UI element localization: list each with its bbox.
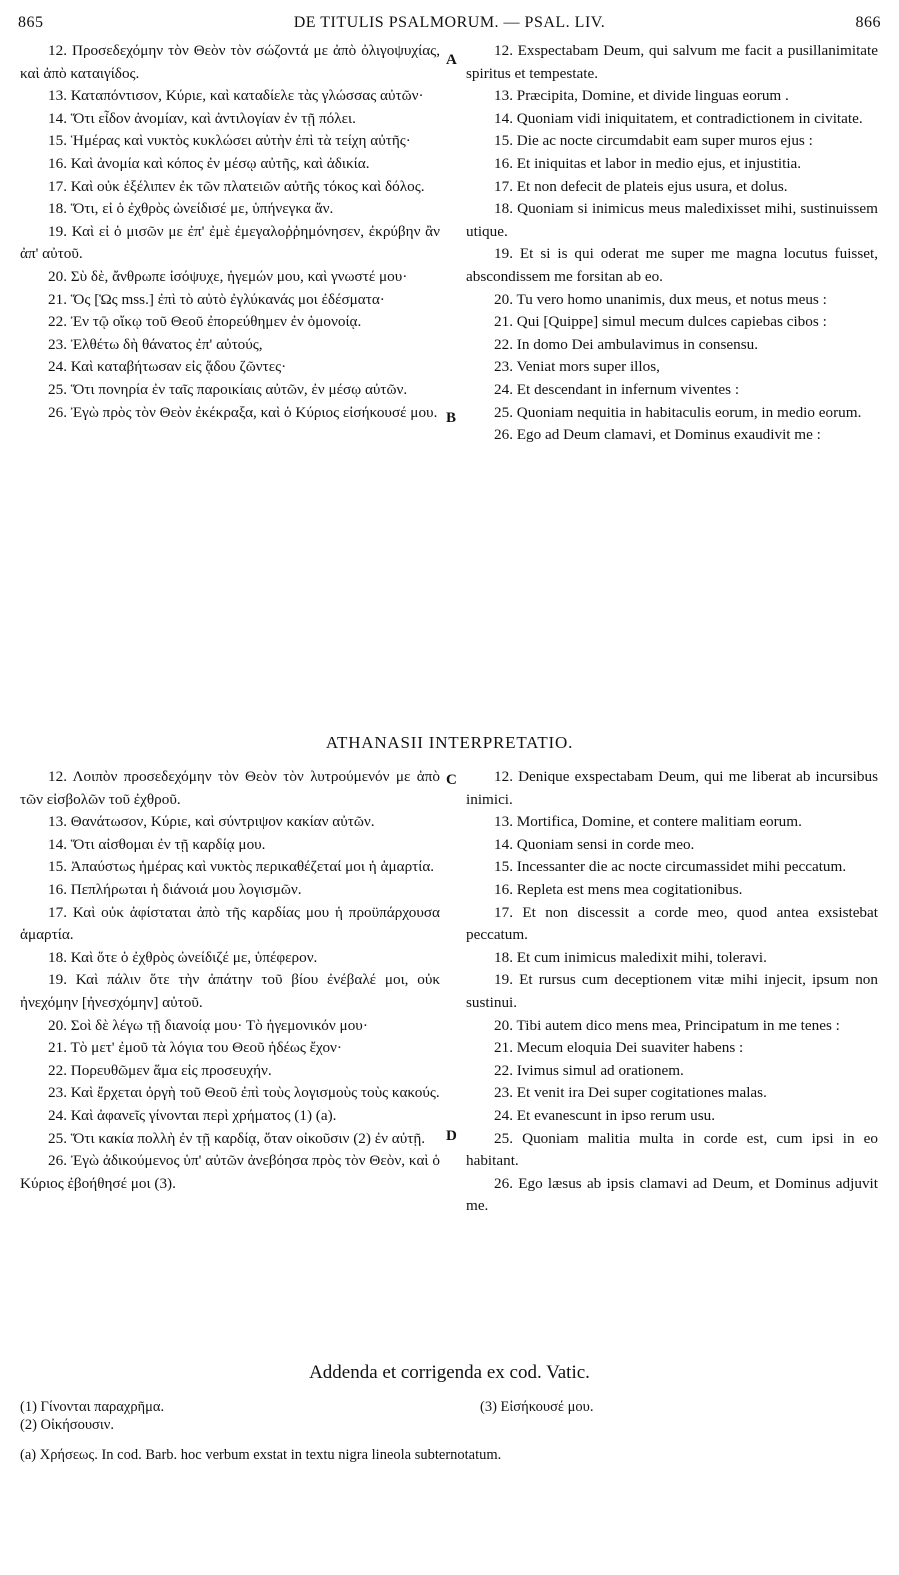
verse: 20. Σοὶ δὲ λέγω τῇ διανοίᾳ μου· Τὸ ἡγεμονικόν μου·	[48, 1016, 368, 1034]
verse: 21. Qui [Quippe] simul mecum dulces capiebas cibos :	[494, 313, 827, 331]
verse: 17. Καὶ οὐκ ἐξέλιπεν ἐκ τῶν πλατειῶν αὐτῆς τόκος καὶ δόλος.	[48, 177, 425, 195]
verse: 23. Et venit ira Dei super cogitationes malas.	[494, 1084, 767, 1102]
verse: 15. Ἡμέρας καὶ νυκτὸς κυκλώσει αὐτὴν ἐπὶ τὰ τείχη αὐτῆς·	[48, 132, 411, 150]
verse: 15. Ἀπαύστως ἡμέρας καὶ νυκτὸς περικαθέζεταί μοι ἡ ἁμαρτία.	[48, 858, 435, 876]
verse: 19. Et si is qui oderat me super me magna locutus fuisset, abscondissem me forsitan ab eo.	[466, 245, 878, 285]
verse: 22. In domo Dei ambulavimus in consensu.	[494, 335, 759, 353]
verse: 14. Quoniam vidi iniquitatem, et contradictionem in civitate.	[494, 109, 863, 127]
verse: 26. Ἐγὼ ἀδικούμενος ὑπ' αὐτῶν ἀνεβόησα πρὸς τὸν Θεὸν, καὶ ὁ Κύριος ἐβοήθησέ μοι (3).	[20, 1152, 440, 1192]
verse: 13. Καταπόντισον, Κύριε, καὶ καταδίελε τὰς γλώσσας αὐτῶν·	[48, 87, 424, 105]
addenda-note: (3) Εἰσήκουσέ μου.	[480, 1399, 594, 1415]
verse: 25. Quoniam nequitia in habitaculis eorum, in medio eorum.	[494, 403, 862, 421]
verse: 25. Ὅτι πονηρία ἐν ταῖς παροικίαις αὐτῶν, ἐν μέσῳ αὐτῶν.	[48, 380, 408, 398]
verse: 26. Ego læsus ab ipsis clamavi ad Deum, et Dominus adjuvit me.	[466, 1174, 878, 1215]
verse: 16. Πεπλήρωται ἡ διάνοιά μου λογισμῶν.	[48, 880, 302, 898]
verse: 17. Et non defecit de plateis ejus usura, et dolus.	[494, 177, 788, 195]
verse: 13. Præcipita, Domine, et divide linguas eorum .	[494, 87, 789, 105]
addenda-notes-right	[480, 1398, 880, 1416]
greek-column-psalm	[20, 40, 440, 424]
verse: 24. Et evanescunt in ipso rerum usu.	[494, 1106, 716, 1124]
verse: 21. Ὅς [Ὡς mss.] ἐπὶ τὸ αὐτὸ ἐγλύκανάς μοι ἐδέσματα·	[48, 290, 385, 308]
verse: 14. Ὅτι εἶδον ἀνομίαν, καὶ ἀντιλογίαν ἐν τῇ πόλει.	[48, 109, 356, 127]
verse: 16. Καὶ ἀνομία καὶ κόπος ἐν μέσῳ αὐτῆς, καὶ ἀδικία.	[48, 154, 370, 172]
verse: 18. Ὅτι, εἰ ὁ ἐχθρὸς ὠνείδισέ με, ὑπήνεγκα ἄν.	[48, 200, 334, 218]
verse: 15. Die ac nocte circumdabit eam super muros ejus :	[494, 132, 813, 150]
verse: 16. Et iniquitas et labor in medio ejus, et injustitia.	[494, 154, 802, 172]
page-number-right: 866	[855, 14, 881, 31]
verse: 19. Καὶ εἰ ὁ μισῶν με ἐπ' ἐμὲ ἐμεγαλοῤῥημόνησεν, ἐκρύβην ἂν ἀπ' αὐτοῦ.	[20, 222, 440, 263]
verse: 26. Ego ad Deum clamavi, et Dominus exaudivit me :	[494, 426, 821, 444]
margin-letter-a: A	[446, 52, 457, 68]
addenda-heading: Addenda et corrigenda ex cod. Vatic.	[309, 1362, 590, 1383]
verse: 13. Θανάτωσον, Κύριε, καὶ σύντριψον κακίαν αὐτῶν.	[48, 813, 375, 831]
verse: 25. Ὅτι κακία πολλὴ ἐν τῇ καρδίᾳ, ὅταν οἰκοῦσιν (2) ἐν αὐτῇ.	[48, 1129, 426, 1147]
page-number-left: 865	[18, 14, 44, 31]
verse: 20. Σὺ δὲ, ἄνθρωπε ἰσόψυχε, ἡγεμών μου, καὶ γνωστέ μου·	[48, 267, 408, 285]
verse: 17. Καὶ οὐκ ἀφίσταται ἀπὸ τῆς καρδίας μου ἡ προϋπάρχουσα ἁμαρτία.	[20, 903, 440, 944]
verse: 17. Et non discessit a corde meo, quod antea exsistebat peccatum.	[466, 903, 878, 944]
verse: 14. Ὅτι αἰσθομαι ἐν τῇ καρδίᾳ μου.	[48, 835, 266, 853]
verse: 12. Denique exspectabam Deum, qui me liberat ab incursibus inimici.	[466, 768, 878, 808]
verse: 19. Καὶ πάλιν ὅτε τὴν ἀπάτην τοῦ βίου ἐνέβαλέ μοι, οὐκ ἠνεχόμην [ἠνεσχόμην] αὐτοῦ.	[20, 971, 440, 1011]
verse: 22. Ivimus simul ad orationem.	[494, 1061, 684, 1079]
margin-letter-d: D	[446, 1128, 457, 1144]
verse: 18. Et cum inimicus maledixit mihi, toleravi.	[494, 948, 767, 966]
section-heading: ATHANASII INTERPRETATIO.	[325, 733, 574, 752]
verse: 13. Mortifica, Domine, et contere malitiam eorum.	[494, 813, 802, 831]
verse: 24. Καὶ ἀφανεῖς γίνονται περὶ χρήματος (1) (a).	[48, 1106, 337, 1124]
addenda-note: (1) Γίνονται παραχρῆμα.	[20, 1399, 165, 1415]
verse: 12. Λοιπὸν προσεδεχόμην τὸν Θεὸν τὸν λυτρούμενόν με ἀπὸ τῶν εἰσβολῶν τοῦ ἐχθροῦ.	[20, 768, 440, 808]
verse: 22. Πορευθῶμεν ἅμα εἰς προσευχήν.	[48, 1061, 272, 1079]
verse: 14. Quoniam sensi in corde meo.	[494, 835, 695, 853]
verse: 24. Καὶ καταβήτωσαν εἰς ᾅδου ζῶντες·	[48, 358, 287, 376]
addenda-notes-left	[20, 1398, 440, 1434]
verse: 20. Tibi autem dico mens mea, Principatum in me tenes :	[494, 1016, 840, 1034]
footnote: (a) Χρήσεως. In cod. Barb. hoc verbum exstat in textu nigra lineola subternotatum.	[20, 1447, 502, 1463]
verse: 25. Quoniam malitia multa in corde est, cum ipsi in eo habitant.	[466, 1129, 878, 1170]
verse: 12. Exspectabam Deum, qui salvum me facit a pusillanimitate spiritus et tempestate.	[466, 42, 878, 82]
verse: 23. Καὶ ἔρχεται ὀργὴ τοῦ Θεοῦ ἐπὶ τοὺς λογισμοὺς τοὺς κακούς.	[48, 1084, 440, 1102]
addenda-note: (2) Οἰκήσουσιν.	[20, 1417, 114, 1433]
verse: 22. Ἐν τῷ οἴκῳ τοῦ Θεοῦ ἐπορεύθημεν ἐν ὁμονοίᾳ.	[48, 313, 362, 331]
verse: 20. Tu vero homo unanimis, dux meus, et notus meus :	[494, 290, 827, 308]
verse: 18. Quoniam si inimicus meus maledixisset mihi, sustinuissem utique.	[466, 200, 878, 240]
latin-column-interpretation	[466, 766, 878, 1218]
verse: 23. Veniat mors super illos,	[494, 358, 660, 376]
margin-letter-b: B	[446, 410, 457, 426]
verse: 23. Ἐλθέτω δὴ θάνατος ἐπ' αὐτούς,	[48, 335, 263, 353]
greek-column-interpretation	[20, 766, 440, 1195]
running-header	[18, 14, 881, 40]
verse: 21. Τὸ μετ' ἐμοῦ τὰ λόγια του Θεοῦ ἡδέως ἔχον·	[48, 1039, 342, 1057]
margin-letter-c: C	[446, 772, 457, 788]
running-title: DE TITULIS PSALMORUM. — PSAL. LIV.	[293, 14, 606, 31]
verse: 19. Et rursus cum deceptionem vitæ mihi injecit, ipsum non sustinui.	[466, 971, 878, 1011]
verse: 26. Ἐγὼ πρὸς τὸν Θεὸν ἐκέκραξα, καὶ ὁ Κύριος εἰσήκουσέ μου.	[48, 403, 438, 421]
verse: 12. Προσεδεχόμην τὸν Θεὸν τὸν σώζοντά με ἀπὸ ὀλιγοψυχίας, καὶ ἀπὸ καταιγίδος.	[20, 42, 440, 82]
verse: 15. Incessanter die ac nocte circumassidet mihi peccatum.	[494, 858, 847, 876]
latin-column-psalm	[466, 40, 878, 447]
verse: 18. Καὶ ὅτε ὁ ἐχθρὸς ὠνείδιζέ με, ὑπέφερον.	[48, 948, 318, 966]
verse: 24. Et descendant in infernum viventes :	[494, 380, 740, 398]
verse: 21. Mecum eloquia Dei suaviter habens :	[494, 1039, 744, 1057]
verse: 16. Repleta est mens mea cogitationibus.	[494, 880, 743, 898]
